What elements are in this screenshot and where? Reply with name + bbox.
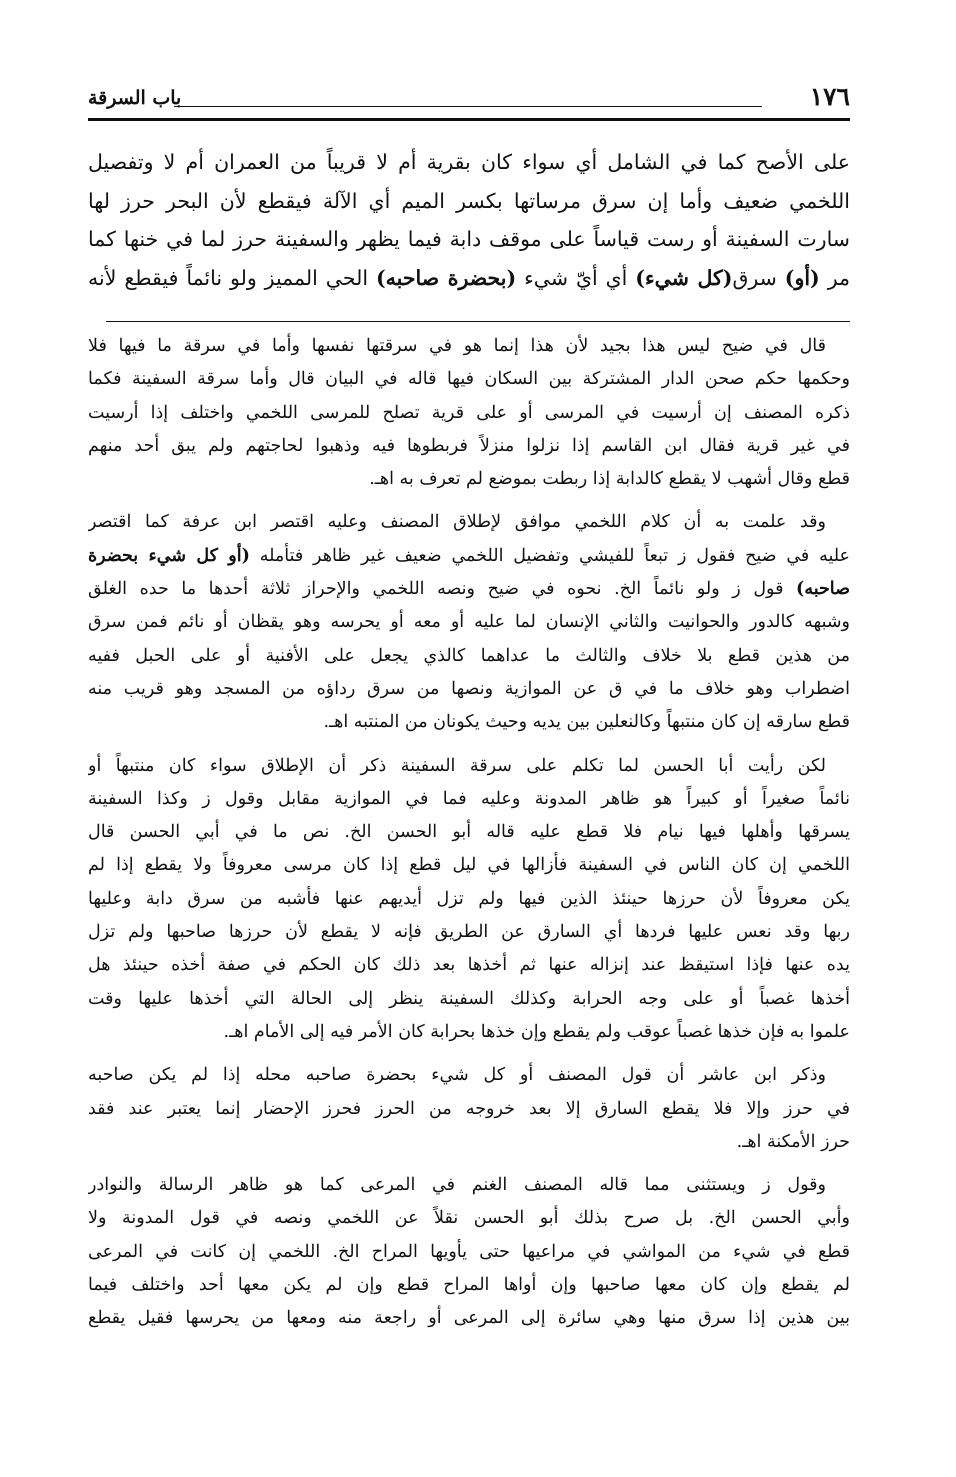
footnote-text-run: قول ز ولو نائماً الخ. نحوه في ضيح ونصه اللخمي والإحراز ثلاثة أحدها ما حده الغلق bbox=[88, 579, 797, 600]
main-text-run: مر bbox=[819, 265, 850, 290]
footnote-line: اللخمي إن كان الناس في السفينة فأزالها في ليل قطع إذا كان مرسى معروفاً ولا يقطع إذا لم bbox=[88, 855, 850, 876]
running-title: باب السرقة bbox=[88, 87, 182, 109]
footnote-line: بين هذين إذا سرق منها وهي سائرة إلى المرعى أو راجعة منه ومعها من يحرسها فقيل يقطع bbox=[88, 1308, 850, 1329]
footnote-line: وأبي الحسن الخ. بل صرح بذلك أبو الحسن نقلاً عن اللخمي ونصه في قول المدونة ولا bbox=[88, 1208, 850, 1229]
footnotes bbox=[88, 330, 850, 1346]
main-line bbox=[88, 259, 850, 298]
bold-term: (كل شيء) bbox=[635, 265, 733, 290]
footnote-line: يكن معروفاً لأن حرزها حينئذ الذين فيها ولم تزل أيديهم عنها فأشبه من سرق دابة وعليها bbox=[88, 888, 850, 909]
footnote-line: أخذها غصباً أو على وجه الحرابة وكذلك السفينة ينظر إلى الحالة التي أخذها عليها وقت bbox=[88, 988, 850, 1009]
footnote-paragraph bbox=[88, 750, 850, 1050]
footnote-line bbox=[88, 540, 850, 573]
footnote-line: علموا به فإن خذها غصباً عوقب ولم يقطع وإن خذها بحرابة كان الأمر فيه إلى الأمام اهـ. bbox=[223, 1021, 850, 1042]
bold-term: (أو كل شيء بحضرة bbox=[88, 545, 250, 566]
footnote-line: وقد علمت به أن كلام اللخمي موافق لإطلاق المصنف وعليه اقتصر ابن عرفة كما اقتصر bbox=[88, 512, 826, 533]
main-line: سارت السفينة أو رست قياساً على موقف دابة فيما يظهر والسفينة حرز لما في خنها كما bbox=[88, 227, 850, 251]
footnote-line: من هذين قطع بلا خلاف والثالث ما عداهما كالذي يجعل على الأفنية أو على الحبل ففيه bbox=[88, 645, 850, 666]
footnote-line bbox=[88, 573, 850, 606]
footnote-line: ذكره المصنف إن أرسيت في المرسى أو على قرية تصلح للمرسى اللخمي واختلف إذا أرسيت bbox=[88, 402, 850, 423]
footnote-line: وذكر ابن عاشر أن قول المصنف أو كل شيء بحضرة صاحبه محله إذا لم يكن صاحبه bbox=[88, 1065, 826, 1086]
header-line bbox=[174, 106, 762, 107]
footnote-line: حرز الأمكنة اهـ. bbox=[736, 1131, 850, 1152]
page-number: ١٧٦ bbox=[809, 82, 850, 111]
footnote-line: نائماً صغيراً أو كبيراً هو ظاهر المدونة وعليه فما في الموازية مقابل وقول ز وكذا السفينة bbox=[88, 788, 850, 809]
footnote-line: اضطراب وهو خلاف ما في ق عن الموازية ونصها من سرق رداؤه من المسجد وهو قريب منه bbox=[88, 678, 850, 699]
footnote-line: يده عنها فإذا استيقظ عند إنزاله عنها ثم أخذها بعد ذلك كان الحكم في صفة أخذه حينئذ هل bbox=[88, 955, 850, 976]
footnote-separator bbox=[106, 321, 850, 322]
footnote-line: يسرقها وأهلها فيها نيام فلا قطع عليه قاله أبو الحسن الخ. نص ما في أبي الحسن قال bbox=[88, 822, 850, 843]
footnote-paragraph bbox=[88, 330, 850, 496]
footnote-paragraph bbox=[88, 1169, 850, 1335]
footnote-line: قطع في شيء من المواشي في مراعيها حتى يأويها المراح الخ. اللخمي إن كانت في المرعى bbox=[88, 1241, 850, 1262]
header-rule bbox=[88, 118, 850, 121]
footnote-line: ربها وقد نعس عليها فردها أي السارق عن الطريق فإنه لا يقطع لأن حرزها صاحبها ولم تزل bbox=[88, 922, 850, 943]
footnote-line: قطع سارقه إن كان منتبهاً وكالنعلين بين يديه وحيث يكونان من المنتبه اهـ. bbox=[323, 712, 850, 733]
footnote-text-run: عليه في ضيح فقول ز تبعاً للفيشي وتفضيل اللخمي ضعيف غير ظاهر فتأمله bbox=[249, 545, 850, 566]
footnote-paragraph bbox=[88, 1059, 850, 1159]
bold-term: (أو) bbox=[784, 265, 820, 290]
main-text-run: أي أيّ شيء bbox=[516, 265, 636, 290]
footnote-paragraph bbox=[88, 506, 850, 739]
bold-term: صاحبه) bbox=[796, 579, 850, 600]
footnote-line: قال في ضيح ليس هذا بجيد لأن هذا إنما هو في سرقتها نفسها وأما في سرقة ما فيها فلا bbox=[88, 336, 826, 356]
main-text bbox=[88, 143, 850, 297]
footnote-line: لكن رأيت أبا الحسن لما تكلم على سرقة السفينة ذكر أن الإطلاق سواء كان منتبهاً أو bbox=[88, 755, 826, 776]
footnote-line: وقول ز ويستثنى مما قاله المصنف الغنم في المرعى كما هو ظاهر الرسالة والنوادر bbox=[88, 1175, 826, 1196]
footnote-line: لم يقطع وإن كان معها صاحبها وإن أواها المراح قطع وإن لم يكن معها أحد واختلف فيما bbox=[88, 1275, 850, 1296]
main-line: على الأصح كما في الشامل أي سواء كان بقرية أم لا قريباً من العمران أم لا وتفصيل bbox=[88, 150, 850, 174]
footnote-line: وشبهه كالدور والحوانيت والثاني الإنسان لما عليه أو معه أو يحرسه وهو يقظان أو نائم فمن سرق bbox=[88, 612, 850, 633]
footnote-line: قطع وقال أشهب لا يقطع كالدابة إذا ربطت بموضع لم تعرف به اهـ. bbox=[369, 469, 850, 490]
bold-term: (بحضرة صاحبه) bbox=[375, 265, 517, 290]
footnote-line: في غير قرية فقال ابن القاسم إذا نزلوا منزلاً فربطوها فيه وذهبوا لحاجتهم ولم يبق أحد منهم bbox=[88, 435, 850, 456]
main-text-run: سرق bbox=[732, 265, 785, 290]
main-line: اللخمي ضعيف وأما إن سرق مرساتها بكسر الميم أي الآلة فيقطع لأن البحر حرز لها bbox=[88, 188, 850, 213]
main-text-run: الحي المميز ولو نائماً فيقطع لأنه bbox=[88, 265, 376, 290]
footnote-line: وحكمها حكم صحن الدار المشتركة بين السكان فيها قاله في البيان قال وأما سرقة السفينة فكما bbox=[88, 369, 850, 390]
page-header bbox=[88, 82, 850, 116]
footnote-line: في حرز وإلا فلا يقطع السارق إلا بعد خروجه من الحرز فحرز الإحضار إنما يعتبر عند فقد bbox=[88, 1098, 850, 1119]
